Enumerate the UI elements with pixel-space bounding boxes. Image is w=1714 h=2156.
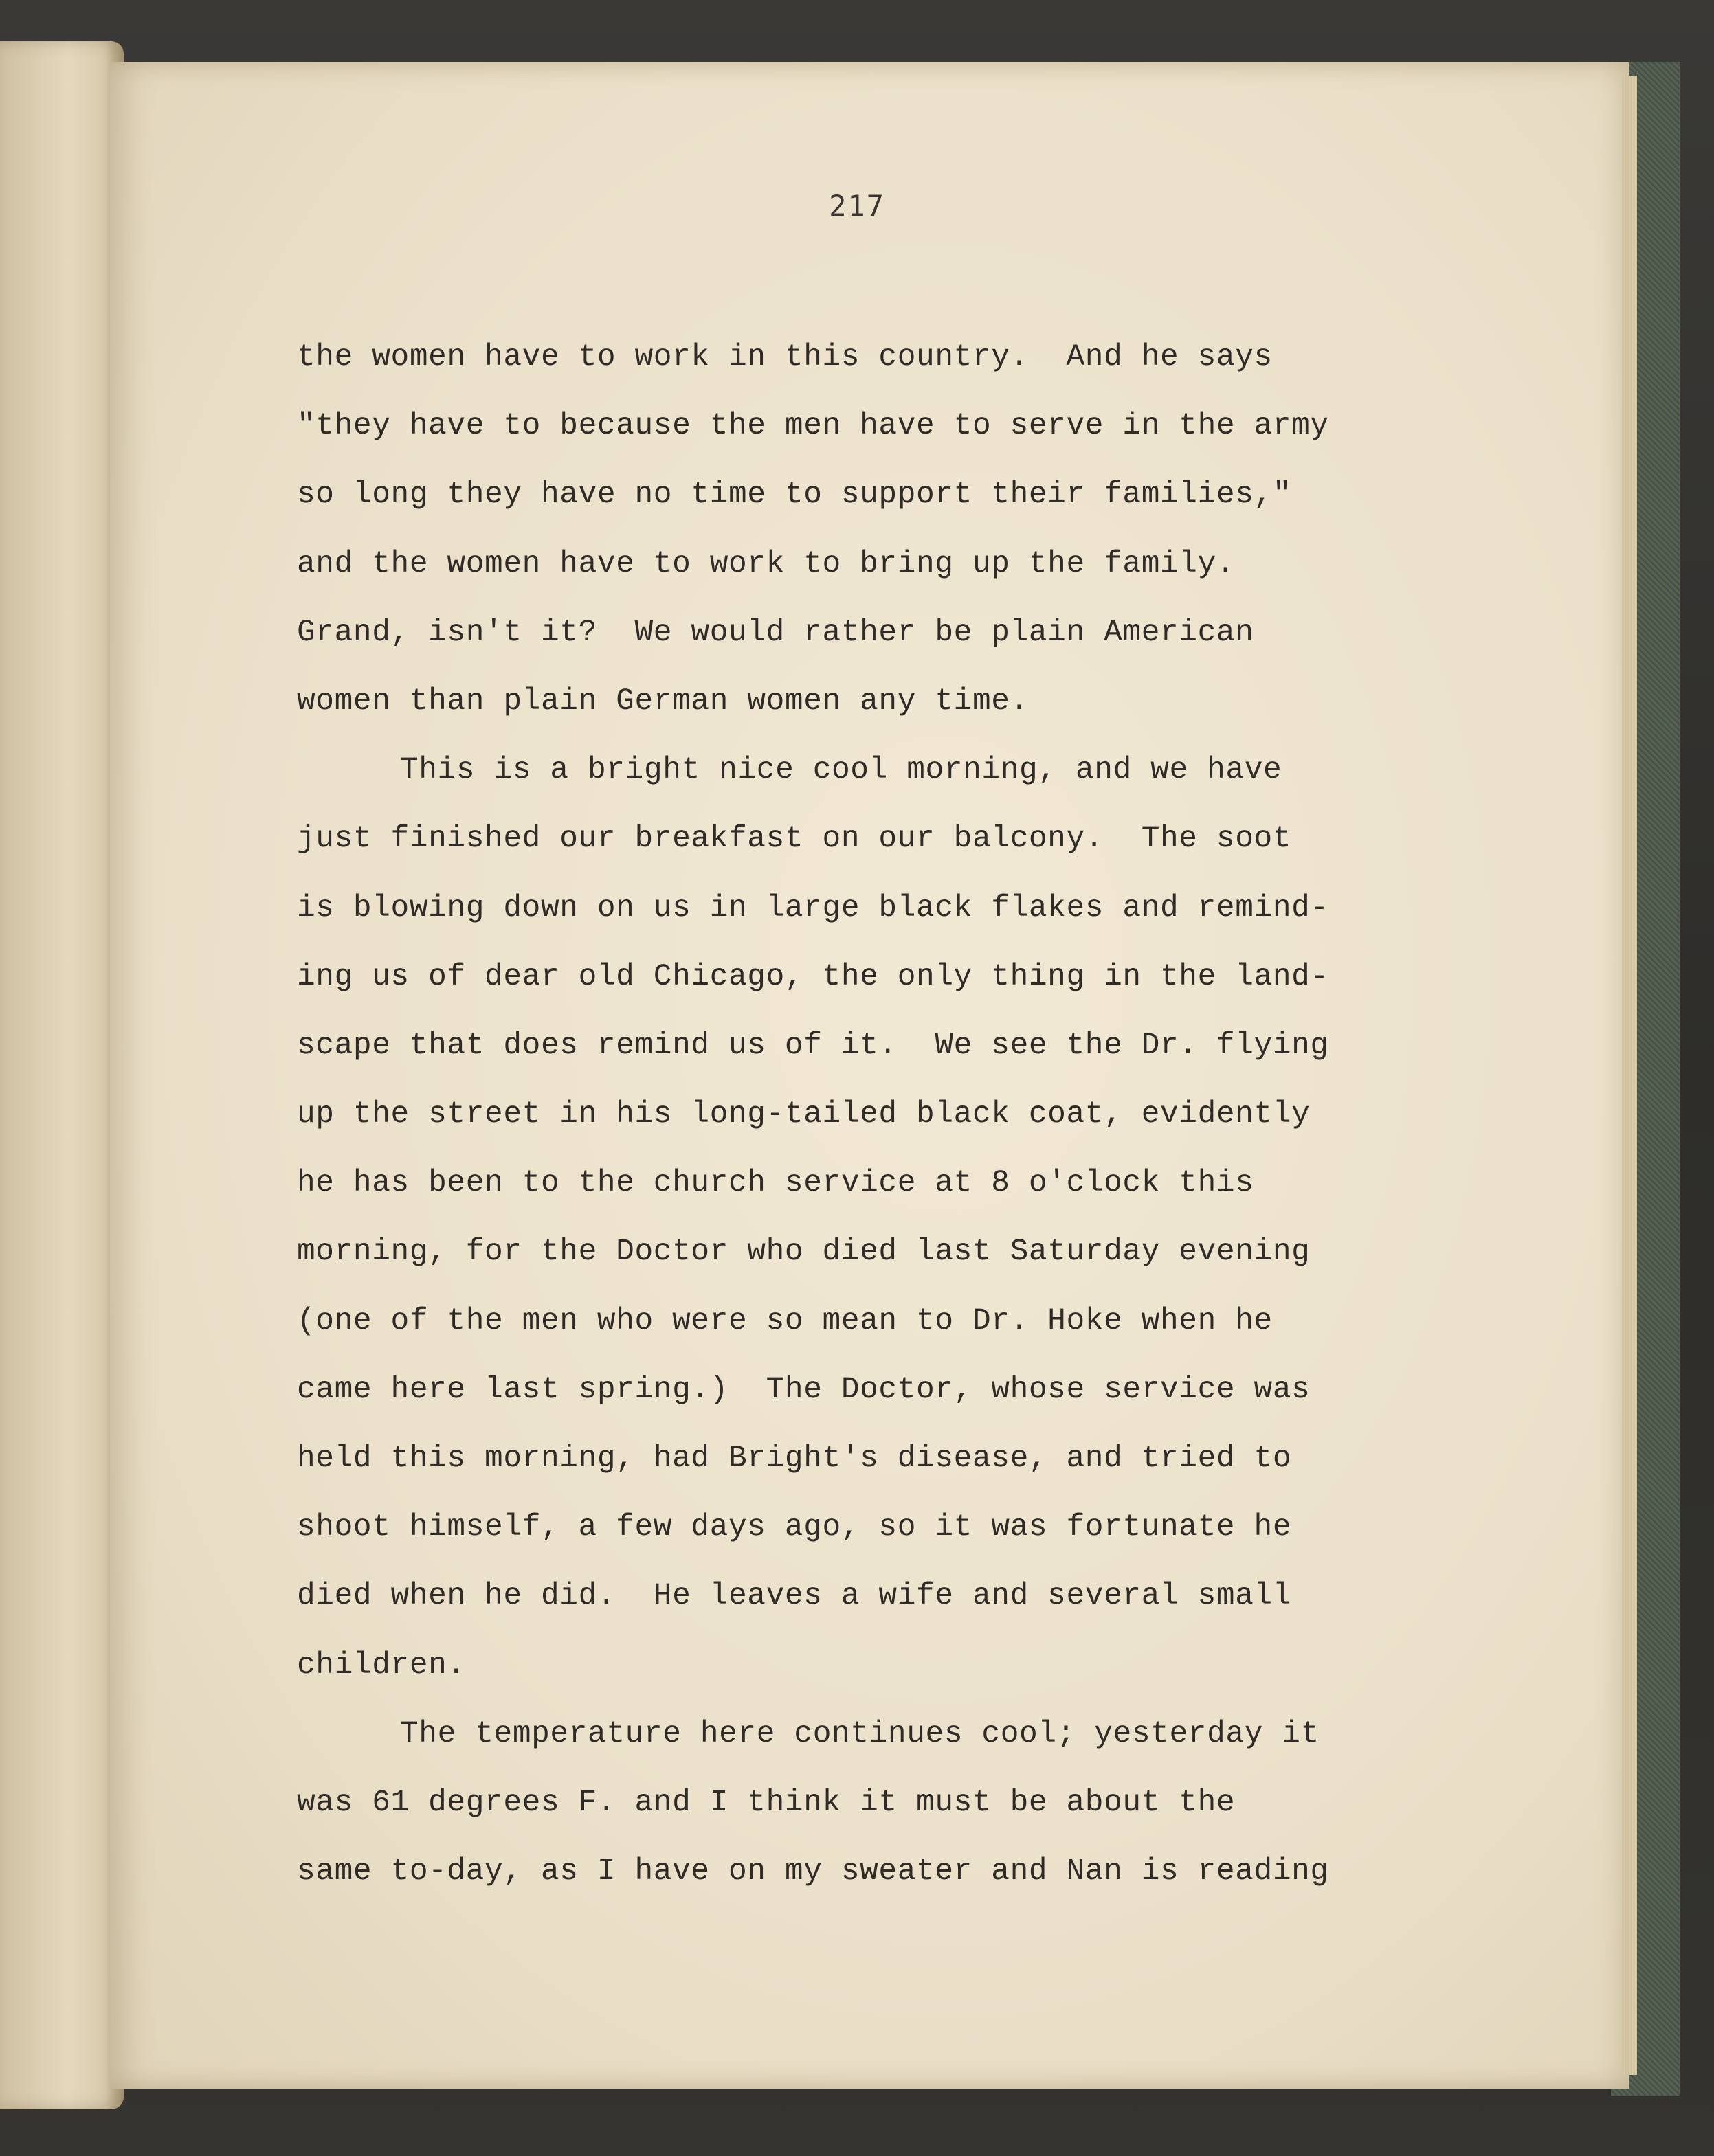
text-line: ing us of dear old Chicago, the only thing in the land- [297,959,1329,994]
text-line: came here last spring.) The Doctor, whose service was [297,1372,1311,1407]
body-text [297,323,1465,1906]
text-line: (one of the men who were so mean to Dr. Hoke when he [297,1303,1273,1338]
text-line: was 61 degrees F. and I think it must be about the [297,1785,1236,1820]
text-line: just finished our breakfast on our balcony. The soot [297,822,1292,857]
bleed-through-text [8,371,118,392]
text-line: the women have to work in this country. And he says [297,340,1273,374]
text-line: up the street in his long-tailed black coat, evidently [297,1097,1311,1132]
facing-page [0,41,124,2109]
text-line: he has been to the church service at 8 o'clock this [297,1166,1254,1201]
page-number: 217 [829,189,885,223]
text-line: scape that does remind us of it. We see the Dr. flying [297,1028,1329,1063]
text-line: same to-day, as I have on my sweater and Nan is reading [297,1854,1329,1889]
text-line: is blowing down on us in large black flakes and remind- [297,890,1329,925]
text-line: This is a bright nice cool morning, and we have [400,753,1282,788]
text-line: Grand, isn't it? We would rather be plain American [297,615,1254,650]
text-line: "they have to because the men have to serve in the army [297,409,1329,444]
text-line: morning, for the Doctor who died last Saturday evening [297,1235,1311,1270]
text-line: women than plain German women any time. [297,684,1029,719]
text-line: The temperature here continues cool; yesterday it [400,1716,1320,1751]
text-line: children. [297,1648,466,1683]
text-line: and the women have to work to bring up the family. [297,546,1236,581]
page-edges [1622,76,1637,2075]
text-line: so long they have no time to support their families," [297,478,1292,513]
text-line: held this morning, had Bright's disease, and tried to [297,1441,1292,1476]
text-line: shoot himself, a few days ago, so it was fortunate he [297,1510,1292,1545]
text-line: died when he did. He leaves a wife and several small [297,1579,1292,1614]
